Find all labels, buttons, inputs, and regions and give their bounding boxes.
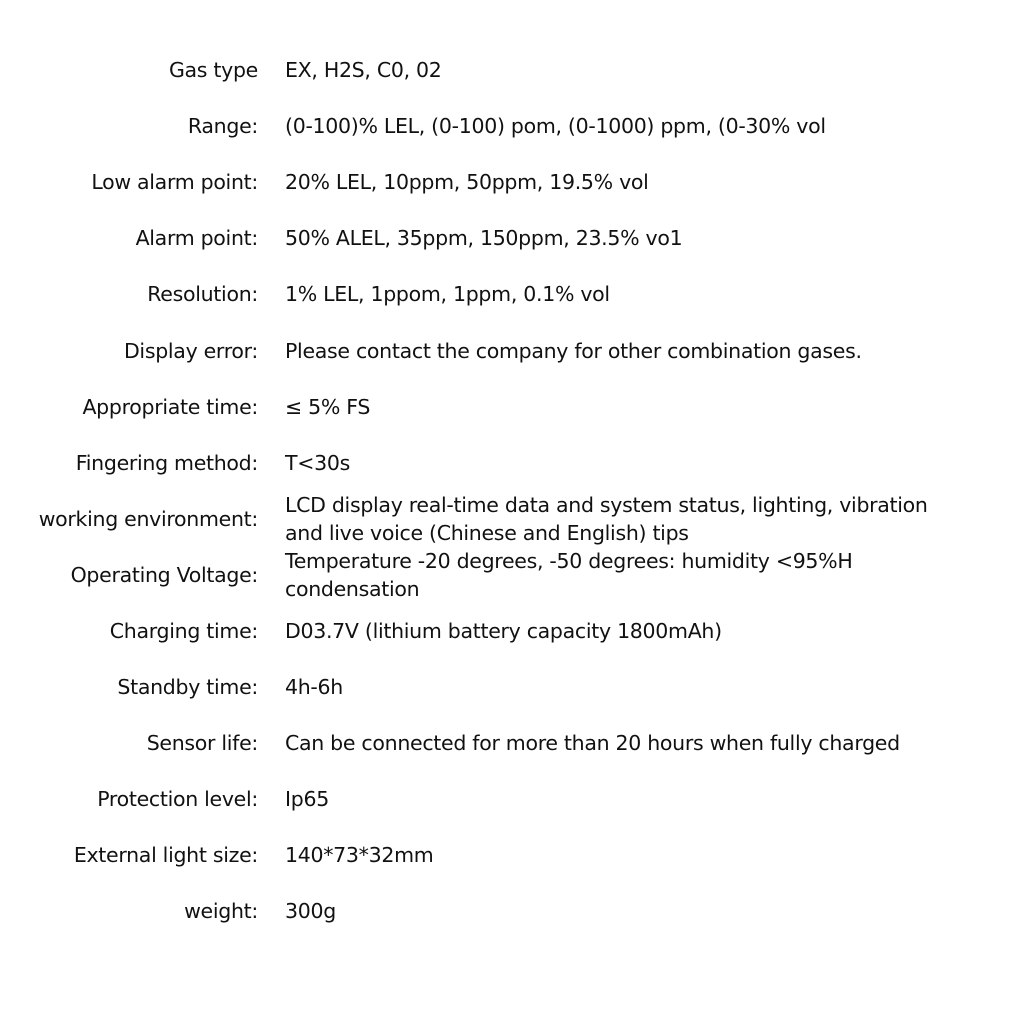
spec-label: Display error: — [123, 338, 258, 363]
spec-value — [285, 673, 343, 701]
spec-value — [285, 112, 826, 140]
spec-value — [285, 280, 610, 308]
spec-row-gas-type — [0, 42, 1010, 98]
spec-value-line: 20% LEL, 10ppm, 50ppm, 19.5% vol — [285, 170, 649, 195]
spec-label: Protection level: — [97, 787, 258, 812]
spec-label: Resolution: — [147, 282, 258, 307]
spec-value-line: 300g — [285, 899, 336, 924]
spec-value-line: Can be connected for more than 20 hours when fully charged — [285, 731, 900, 756]
spec-row-standby-time — [0, 659, 1010, 715]
spec-value — [285, 547, 852, 603]
spec-value-line: 4h-6h — [285, 675, 343, 700]
spec-value-line: ≤ 5% FS — [285, 394, 371, 419]
spec-label: weight: — [184, 899, 258, 924]
spec-label: Low alarm point: — [91, 170, 258, 195]
spec-value — [285, 617, 722, 645]
spec-value — [285, 168, 649, 196]
spec-row-working-environment — [0, 491, 1010, 547]
spec-row-operating-voltage — [0, 547, 1010, 603]
spec-row-appropriate-time — [0, 379, 1010, 435]
spec-value — [285, 337, 862, 365]
spec-value-line: and live voice (Chinese and English) tips — [285, 520, 689, 545]
spec-label: Alarm point: — [135, 226, 258, 251]
spec-row-alarm-point — [0, 210, 1010, 266]
spec-value-line: (0-100)% LEL, (0-100) pom, (0-1000) ppm, (0-30% vol — [285, 114, 826, 139]
spec-label: Gas type — [168, 58, 258, 83]
spec-value — [285, 449, 350, 477]
spec-row-display-error — [0, 322, 1010, 378]
spec-label: External light size: — [73, 843, 258, 868]
spec-label: Operating Voltage: — [70, 562, 258, 587]
spec-value-line: 140*73*32mm — [285, 843, 434, 868]
spec-value — [285, 56, 442, 84]
spec-value-line: D03.7V (lithium battery capacity 1800mAh) — [285, 618, 722, 643]
spec-row-protection-level — [0, 771, 1010, 827]
spec-row-resolution — [0, 266, 1010, 322]
spec-row-range — [0, 98, 1010, 154]
spec-value-line: LCD display real-time data and system status, lighting, vibration — [285, 492, 928, 517]
spec-label: Range: — [187, 114, 258, 139]
spec-label: Appropriate time: — [82, 394, 258, 419]
spec-value-line: Temperature -20 degrees, -50 degrees: humidity <95%H — [285, 548, 853, 573]
spec-table — [0, 42, 1010, 940]
spec-value-line: 1% LEL, 1ppom, 1ppm, 0.1% vol — [285, 282, 610, 307]
spec-row-fingering-method — [0, 435, 1010, 491]
spec-label: Sensor life: — [146, 731, 258, 756]
spec-value-line: EX, H2S, C0, 02 — [285, 58, 442, 83]
spec-value — [285, 841, 433, 869]
spec-row-sensor-life — [0, 715, 1010, 771]
spec-row-external-light-size — [0, 827, 1010, 883]
spec-value — [285, 224, 682, 252]
spec-label: Fingering method: — [75, 450, 258, 475]
spec-value — [285, 491, 928, 547]
spec-value — [285, 785, 329, 813]
spec-label: Standby time: — [117, 675, 258, 700]
spec-value-line: condensation — [285, 576, 420, 601]
spec-value — [285, 897, 336, 925]
spec-label: Charging time: — [109, 618, 258, 643]
spec-value-line: Please contact the company for other combination gases. — [285, 338, 862, 363]
spec-row-weight — [0, 883, 1010, 939]
spec-value — [285, 393, 370, 421]
spec-value-line: 50% ALEL, 35ppm, 150ppm, 23.5% vo1 — [285, 226, 683, 251]
spec-value-line: Ip65 — [285, 787, 329, 812]
spec-row-charging-time — [0, 603, 1010, 659]
spec-label: working environment: — [38, 506, 258, 531]
spec-value-line: T<30s — [285, 450, 350, 475]
spec-row-low-alarm-point — [0, 154, 1010, 210]
spec-value — [285, 729, 900, 757]
